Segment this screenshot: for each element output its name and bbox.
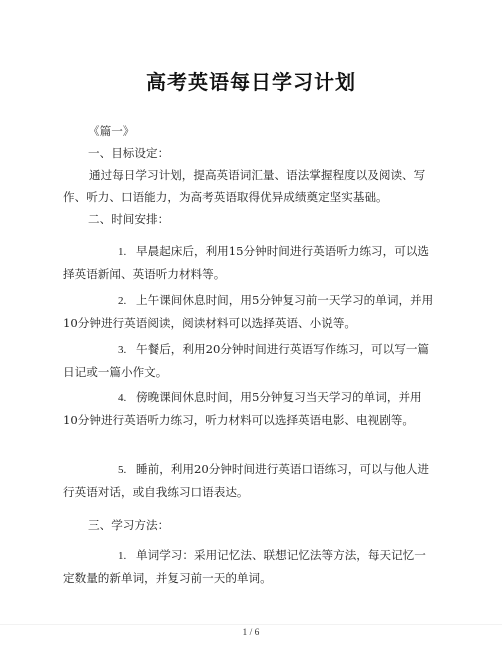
schedule-item-1 [63,240,435,285]
schedule-item-2 [63,289,435,334]
goal-paragraph: 通过每日学习计划，提高英语词汇量、语法掌握程度以及阅读、写作、听力、口语能力，为高考英语取得优异成绩奠定坚实基础。 [63,168,426,204]
list-number: 3. [118,344,127,356]
list-number: 1. [118,550,127,562]
heading-methods: 三、学习方法： [88,518,170,532]
list-text: 睡前，利用20分钟时间进行英语口语练习，可以与他人进行英语对话，或自我练习口语表达。 [63,462,430,499]
list-text: 午餐后，利用20分钟时间进行英语写作练习，可以写一篇日记或一篇小作文。 [63,342,430,379]
list-text: 傍晚课间休息时间，用5分钟复习当天学习的单词，并用10分钟进行英语听力练习，听力材料可以选择英语电影、电视剧等。 [63,390,422,427]
list-number: 4. [118,392,127,404]
page-number: 1 / 6 [242,628,260,638]
footer-divider [0,624,502,625]
list-text: 上午课间休息时间，用5分钟复习前一天学习的单词，并用10分钟进行英语阅读，阅读材料可以选择英语、小说等。 [63,293,434,330]
schedule-item-4 [63,386,435,431]
heading-schedule: 二、时间安排： [88,212,170,226]
list-text: 早晨起床后，利用15分钟时间进行英语听力练习，可以选择英语新闻、英语听力材料等。 [63,244,430,281]
list-text: 单词学习：采用记忆法、联想记忆法等方法，每天记忆一定数量的新单词，并复习前一天的单词。 [63,548,426,585]
list-number: 2. [118,295,127,307]
list-number: 5. [118,464,127,476]
schedule-item-3 [63,338,435,383]
document-title: 高考英语每日学习计划 [146,70,356,94]
list-number: 1. [118,246,127,258]
method-item-1 [63,544,435,589]
heading-goals: 一、目标设定： [88,146,170,160]
section-label: 《篇一》 [88,124,135,138]
schedule-item-5 [63,458,435,503]
